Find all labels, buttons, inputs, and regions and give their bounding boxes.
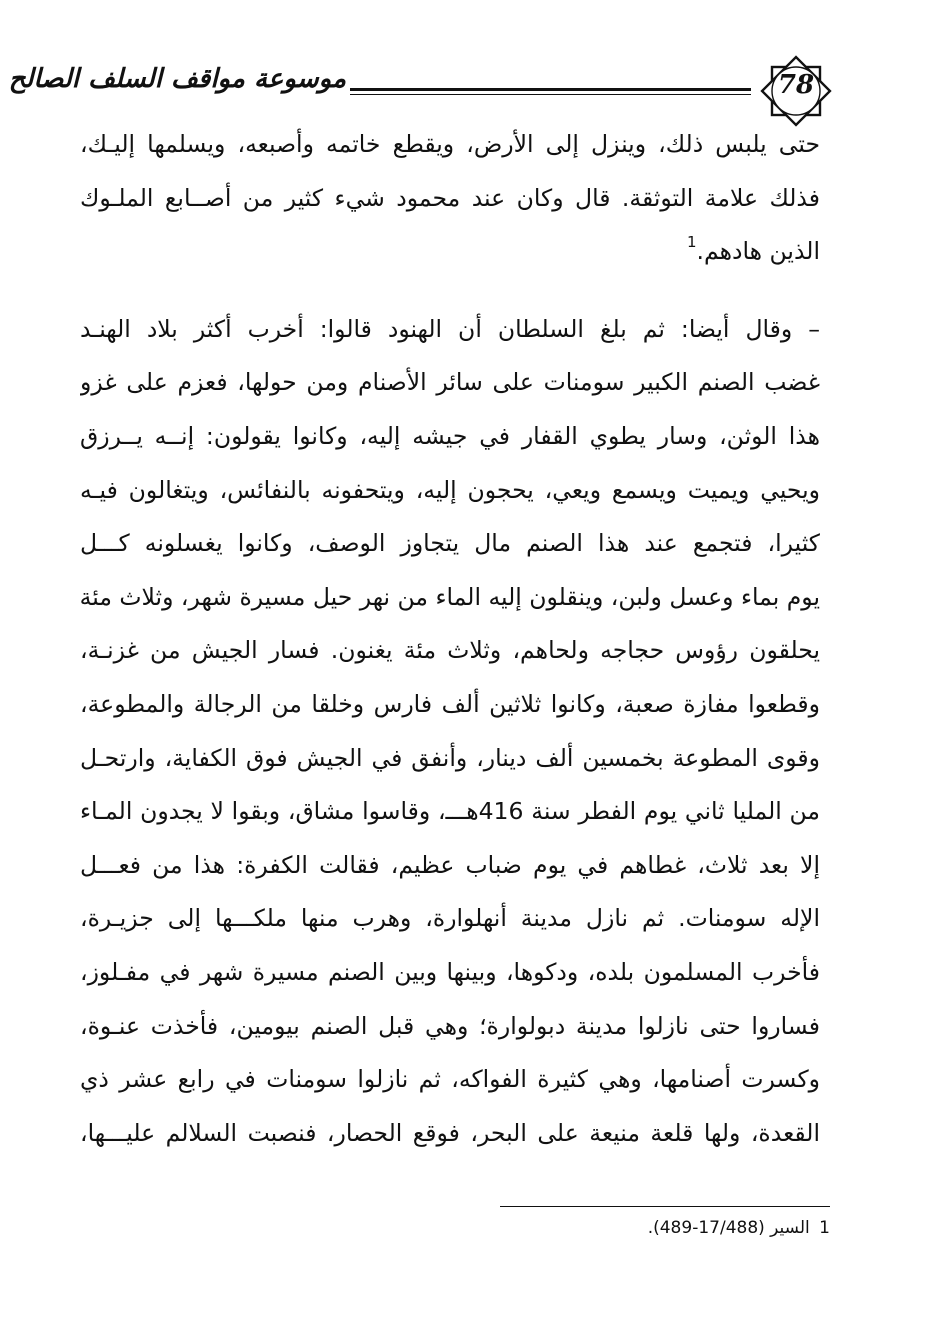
text-line: فأخرب المسلمون بلده، ودكوها، وبينها وبين الصنم مسيرة شهر في مفـلوز، bbox=[80, 957, 820, 986]
footnote-reference[interactable]: 1 bbox=[687, 233, 697, 252]
text-line: من المليا ثاني يوم الفطر سنة 416هـــ، وقاسوا مشاق، وبقوا لا يجدون المـاء bbox=[80, 797, 820, 826]
text-line: إلا بعد ثلاث، غطاهم في يوم ضباب عظيم، فقالت الكفرة: هذا من فعـــل bbox=[80, 850, 820, 879]
text-line: فذلك علامة التوثقة. قال وكان عند محمود شيء كثير من أصــابع الملـوك bbox=[80, 183, 820, 212]
text-line: يوم بماء وعسل ولبن، وينقلون إليه الماء من نهر حيل مسيرة شهر، وثلاث مئة bbox=[80, 582, 820, 611]
text-line: هذا الوثن، وسار يطوي القفار في جيشه إليه، وكانوا يقولون: إنــه يــرزق bbox=[80, 421, 820, 450]
body-text bbox=[80, 118, 820, 1160]
page-number: 78 bbox=[777, 70, 815, 100]
text-line: وقطعوا مفازة صعبة، وكانوا ثلاثين ألف فارس وخلقا من الرجالة والمطوعة، bbox=[80, 689, 820, 718]
footnote-divider bbox=[500, 1206, 830, 1207]
footnote-text: السير (17/488-489). bbox=[647, 1218, 810, 1238]
text-line: حتى يلبس ذلك، وينزل إلى الأرض، ويقطع خاتمه وأصبعه، ويسلمها إليـك، bbox=[80, 130, 820, 158]
text-line: الذين هادهم.$^1$ bbox=[687, 233, 820, 266]
text-line: كثيرا، فتجمع عند هذا الصنم مال يتجاوز الوصف، وكانوا يغسلونه كـــل bbox=[80, 529, 820, 558]
footnote bbox=[500, 1218, 830, 1238]
text-line: غضب الصنم الكبير سومنات على سائر الأصنام ومن حولها، فعزم على غزو bbox=[80, 368, 820, 397]
header-rule bbox=[350, 88, 751, 98]
book-title: موسوعة مواقف السلف الصالح bbox=[8, 64, 346, 94]
text-line: – وقال أيضا: ثم بلغ السلطان أن الهنود قالوا: أخرب أكثر بلاد الهنـد bbox=[80, 314, 820, 343]
footnote-number: 1 bbox=[819, 1218, 830, 1238]
text-line: وقوى المطوعة بخمسين ألف دينار، وأنفق في الجيش فوق الكفاية، وارتحـل bbox=[80, 743, 820, 772]
text-line: القعدة، ولها قلعة منيعة على البحر، فوقع الحصار، فنصبت السلالم عليـــها، bbox=[80, 1118, 820, 1147]
text-line: ويحيي ويميت ويسمع ويعي، يحجون إليه، ويتحفونه بالنفائس، ويتغالون فيـه bbox=[80, 475, 820, 504]
text-line: فساروا حتى نازلوا مدينة دبولوارة؛ وهي قبل الصنم بيومين، فأخذت عنـوة، bbox=[80, 1011, 820, 1040]
text-line: وكسرت أصنامها، وهي كثيرة الفواكه، ثم نازلوا سومنات في رابع عشر ذي bbox=[80, 1065, 820, 1094]
text-line: يحلقون رؤوس حجاجه ولحاهم، وثلاث مئة يغنون. فسار الجيش من غزنـة، bbox=[80, 636, 820, 665]
text-line: الإله سومنات. ثم نازل مدينة أنهلوارة، وهرب منها ملكـــها إلى جزيـرة، bbox=[80, 904, 820, 933]
